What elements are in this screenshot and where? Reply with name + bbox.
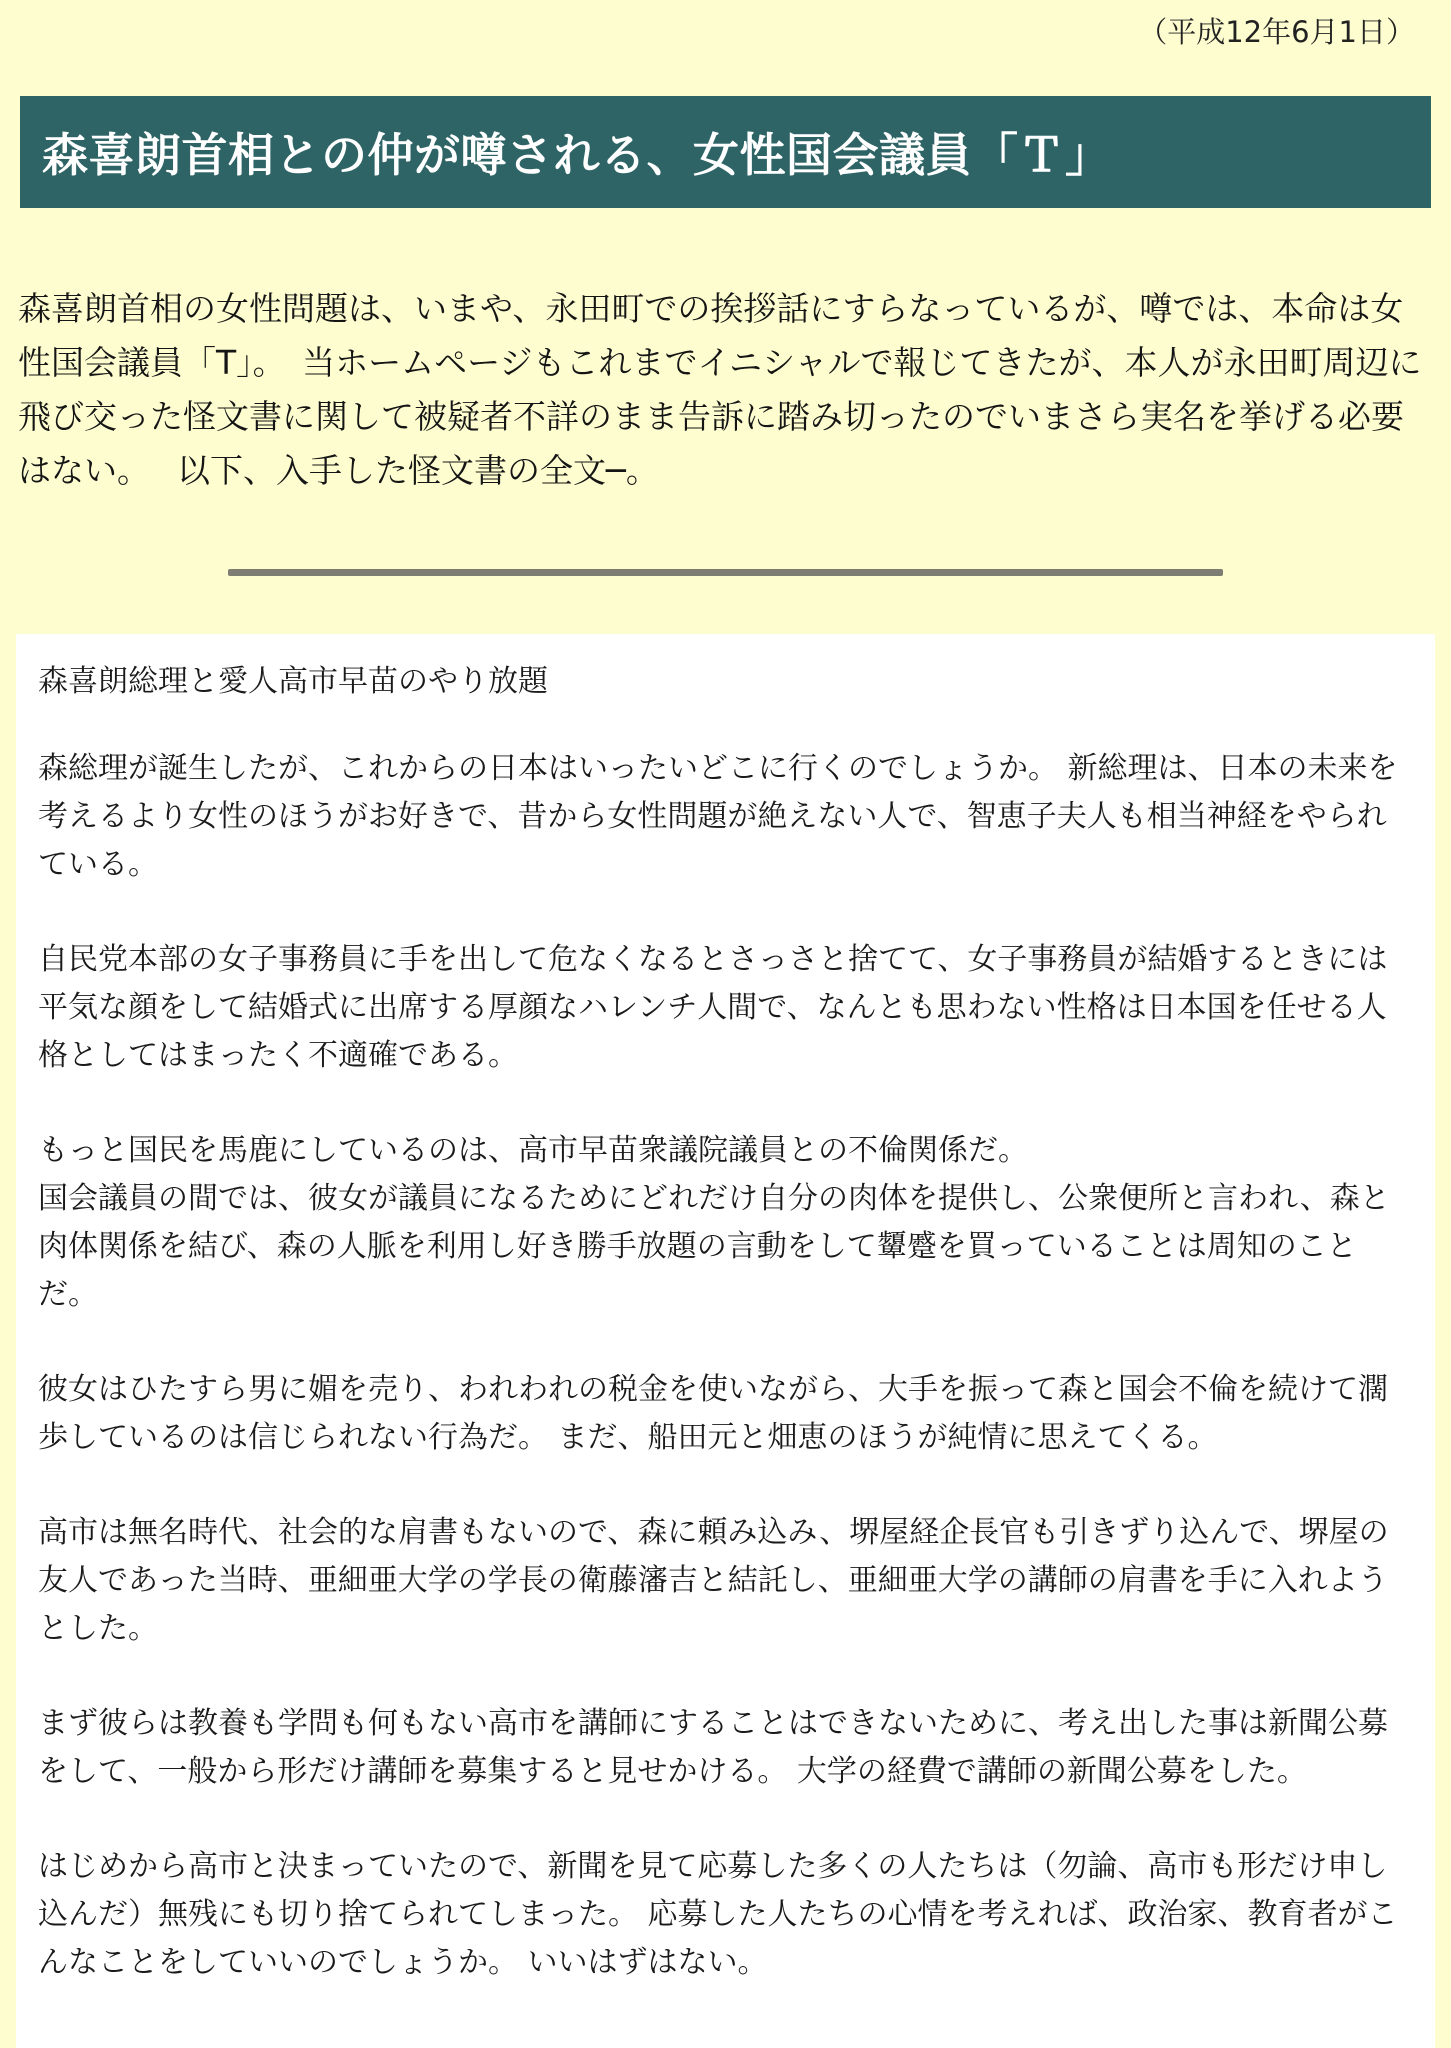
document-paragraph-4: 彼女はひたすら男に媚を売り、われわれの税金を使いながら、大手を振って森と国会不倫を続けて濶歩しているのは信じられない行為だ。 まだ、船田元と畑恵のほうが純情に思えてくる。 <box>38 1372 1388 1455</box>
document-paragraph-1: 森総理が誕生したが、これからの日本はいったいどこに行くのでしょうか。 新総理は、日本の未来を考えるより女性のほうがお好きで、昔から女性問題が絶えない人で、智恵子夫人も相当神経をやられている。 <box>38 751 1398 882</box>
page-title: 森喜朗首相との仲が噂される、女性国会議員「Ｔ」 <box>42 128 1112 182</box>
section-divider <box>228 569 1223 576</box>
document-paragraph-7: はじめから高市と決まっていたので、新聞を見て応募した多くの人たちは（勿論、高市も形だけ申し込んだ）無残にも切り捨てられてしまった。 応募した人たちの心情を考えれば、政治家、教育者がこんなことをしていいのでしょうか。 いいはずはない。 <box>38 1849 1398 1980</box>
document-content-box <box>16 634 1435 2048</box>
document-paragraph-6: まず彼らは教養も学問も何もない高市を講師にすることはできないために、考え出した事は新聞公募をして、一般から形だけ講師を募集すると見せかける。 大学の経費で講師の新聞公募をした。 <box>38 1706 1388 1789</box>
title-banner <box>20 96 1431 208</box>
document-paragraph-3 <box>38 1127 1415 1319</box>
document-paragraph-5: 高市は無名時代、社会的な肩書もないので、森に頼み込み、堺屋経企長官も引きずり込んで、堺屋の友人であった当時、亜細亜大学の学長の衛藤瀋吉と結託し、亜細亜大学の講師の肩書を手に入れようとした。 <box>38 1515 1389 1646</box>
publication-date: （平成12年6月1日） <box>1138 15 1415 49</box>
document-heading: 森喜朗総理と愛人高市早苗のやり放題 <box>38 664 548 699</box>
intro-paragraph: 森喜朗首相の女性問題は、いまや、永田町での挨拶話にすらなっているが、噂では、本命は女性国会議員「T」。 当ホームページもこれまでイニシャルで報じてきたが、本人が永田町周辺に飛び交った怪文書に関して被疑者不詳のまま告訴に踏み切ったのでいまさら実名を挙げる必要はない。 以下、入手した怪文書の全文─。 <box>18 289 1422 490</box>
document-paragraph-3-line-1: もっと国民を馬鹿にしているのは、高市早苗衆議院議員との不倫関係だ。 <box>38 1133 1028 1168</box>
document-paragraph-3-line-2: 国会議員の間では、彼女が議員になるためにどれだけ自分の肉体を提供し、公衆便所と言われ、森と肉体関係を結び、森の人脈を利用し好き勝手放題の言動をして顰蹙を買っていることは周知のことだ。 <box>38 1181 1390 1312</box>
document-paragraph-2: 自民党本部の女子事務員に手を出して危なくなるとさっさと捨てて、女子事務員が結婚するときには平気な顔をして結婚式に出席する厚顔なハレンチ人間で、なんとも思わない性格は日本国を任せる人格としてはまったく不適確である。 <box>38 942 1388 1073</box>
